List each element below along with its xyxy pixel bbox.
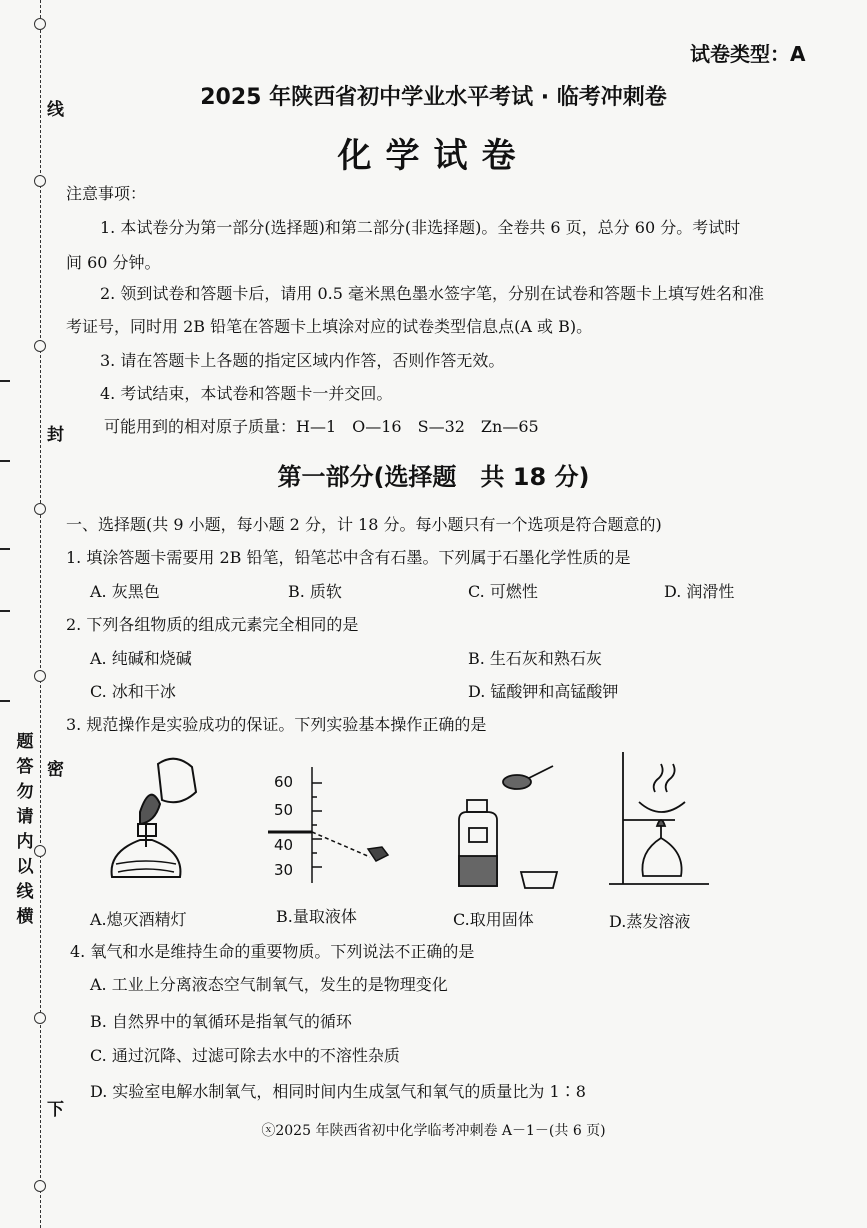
cylinder-tick-label: 40	[274, 836, 294, 854]
section-title: 第一部分(选择题 共 18 分)	[277, 463, 590, 491]
q2-option-b: B. 生石灰和熟石灰	[468, 649, 602, 668]
alcohol-lamp-figure	[100, 752, 210, 892]
instruction-char: 以	[16, 857, 34, 877]
q3-option-d: D.蒸发溶液	[609, 912, 691, 931]
notice-item: 3. 请在答题卡上各题的指定区域内作答，否则作答无效。	[100, 351, 505, 370]
instruction-char: 勿	[16, 782, 34, 802]
cylinder-tick-label: 50	[274, 801, 294, 819]
q2-option-a: A. 纯碱和烧碱	[90, 649, 192, 668]
notice-heading: 注意事项：	[66, 184, 147, 203]
evaporation-figure	[605, 748, 715, 890]
notice-item: 1. 本试卷分为第一部分(选择题)和第二部分(非选择题)。全卷共 6 页，总分 60 分。考试时	[100, 218, 741, 237]
edge-mark	[0, 610, 10, 612]
instruction-char: 横	[16, 907, 34, 927]
instruction-char: 请	[16, 807, 34, 827]
q2-option-c: C. 冰和干冰	[90, 682, 176, 701]
notice-item: 2. 领到试卷和答题卡后，请用 0.5 毫米黑色墨水签字笔，分别在试卷和答题卡上填写姓名和准	[100, 284, 764, 303]
page-footer: ⓧ2025 年陕西省初中化学临考冲刺卷 A－1－(共 6 页)	[261, 1123, 606, 1139]
binding-label-xian: 线	[47, 100, 64, 120]
question-2-stem: 2. 下列各组物质的组成元素完全相同的是	[66, 615, 359, 634]
q1-option-b: B. 质软	[288, 582, 342, 601]
question-4-stem: 4. 氧气和水是维持生命的重要物质。下列说法不正确的是	[70, 942, 475, 961]
q3-option-c: C.取用固体	[453, 910, 534, 929]
binding-hole	[34, 340, 46, 352]
q3-option-b: B.量取液体	[276, 907, 357, 926]
notice-item: 考证号，同时用 2B 铅笔在答题卡上填涂对应的试卷类型信息点(A 或 B)。	[66, 317, 593, 336]
instruction-char: 答	[16, 757, 34, 777]
binding-instruction	[14, 730, 36, 930]
q4-option-d: D. 实验室电解水制氧气，相同时间内生成氢气和氧气的质量比为 1∶8	[90, 1082, 586, 1101]
instruction-char: 题	[16, 732, 34, 752]
instruction-char: 内	[16, 832, 34, 852]
binding-hole	[34, 18, 46, 30]
binding-label-feng: 封	[47, 425, 64, 445]
q1-option-a: A. 灰黑色	[90, 582, 160, 601]
q3-option-a: A.熄灭酒精灯	[90, 910, 187, 929]
edge-mark	[0, 548, 10, 550]
atomic-masses: 可能用到的相对原子质量：H—1 O—16 S—32 Zn—65	[104, 417, 539, 436]
subject-title: 化学试卷	[337, 136, 530, 176]
binding-label-mi: 密	[47, 760, 64, 780]
binding-hole	[34, 1180, 46, 1192]
notice-item: 间 60 分钟。	[66, 253, 161, 272]
exam-title: 2025 年陕西省初中学业水平考试 · 临考冲刺卷	[200, 85, 667, 110]
q1-option-d: D. 润滑性	[664, 582, 735, 601]
exam-type: 试卷类型：A	[690, 42, 806, 66]
notice-item: 4. 考试结束，本试卷和答题卡一并交回。	[100, 384, 393, 403]
q4-option-a: A. 工业上分离液态空气制氧气，发生的是物理变化	[90, 975, 448, 994]
reagent-bottle-figure	[445, 764, 565, 894]
question-1-stem: 1. 填涂答题卡需要用 2B 铅笔，铅笔芯中含有石墨。下列属于石墨化学性质的是	[66, 548, 631, 567]
q4-option-c: C. 通过沉降、过滤可除去水中的不溶性杂质	[90, 1046, 400, 1065]
section-intro: 一、选择题(共 9 小题，每小题 2 分，计 18 分。每小题只有一个选项是符合题意的)	[66, 515, 662, 534]
q4-option-b: B. 自然界中的氧循环是指氧气的循环	[90, 1012, 352, 1031]
cylinder-tick-label: 60	[274, 773, 294, 791]
binding-label-xia: 下	[47, 1100, 64, 1120]
binding-hole	[34, 503, 46, 515]
cylinder-tick-label: 30	[274, 861, 294, 879]
graduated-cylinder-figure	[260, 765, 400, 885]
binding-hole	[34, 1012, 46, 1024]
edge-mark	[0, 700, 10, 702]
instruction-char: 线	[16, 882, 34, 902]
q1-option-c: C. 可燃性	[468, 582, 538, 601]
q2-option-d: D. 锰酸钾和高锰酸钾	[468, 682, 619, 701]
binding-hole	[34, 670, 46, 682]
edge-mark	[0, 380, 10, 382]
question-3-stem: 3. 规范操作是实验成功的保证。下列实验基本操作正确的是	[66, 715, 487, 734]
